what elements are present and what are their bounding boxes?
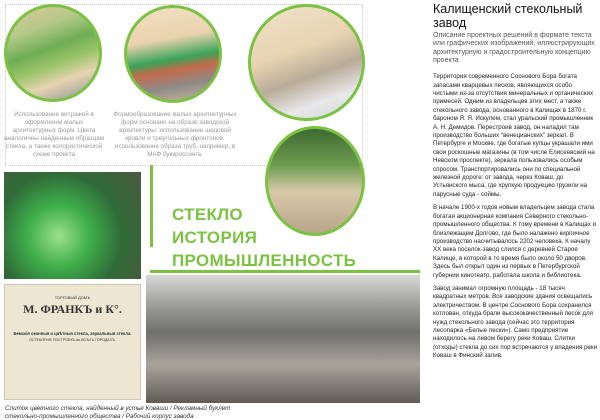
bottom-caption: Слиток цветного стекла, найденный в устье Коваши / Рекламный буклет стекольно-промышленного общества / Рабочий корпус завода xyxy=(5,405,231,420)
slogan-line: ПРОМЫШЛЕННОСТЬ xyxy=(172,251,357,270)
description-column xyxy=(433,2,598,361)
caption-stained-glass: Использование витражей в оформлении малых архитектурных форм. Цвета аналогичны найденным образцам стекла, а также колористической схеме проекта xyxy=(3,111,105,158)
photo-glass-ingot xyxy=(4,172,141,279)
booklet xyxy=(4,284,141,400)
slogan-line: ИСТОРИЯ xyxy=(172,228,258,247)
paragraph: Территория современного Соснового Бора богата запасами кварцевых песков, являющихся особо чистыми из-за отсутствия минеральных и органических примесей. Одним из владельцев этих мест, а также стекольного завода, основанного в Калищах в 1870 г. бароном Я. Я. Искулем, стал уральский промышленник А. Н. Демидов. Перестроив завод, он наладил там производство больших "венецианских" зеркал. В Петербурге и Москве, где богатые купцы украшали ими свои роскошные магазины (в том числе Елисеевский на Невском проспекте), зеркала пользовались особым спросом. Транспортировались они по специальной железной дороге: от завода, через Коваш, до Устьянского мыса, где хрупкую продукцию грузили на парусные суда - соймы. xyxy=(433,73,595,198)
page-subtitle: Описание проектных решений в формате текста или графических изображений, иллюстрирующих архитектурную и градостроительную концепцию проекта xyxy=(433,32,595,64)
slogan-underline xyxy=(150,270,420,273)
render-walkway xyxy=(248,4,365,121)
render-stained-glass xyxy=(4,4,102,102)
page-title: Калищенский стекольный завод xyxy=(433,2,583,30)
booklet-name: М. ФРАНКЪ и К°. xyxy=(23,302,122,316)
booklet-line: Бемскія оконныя и цвѣтныя стекла, зеркальныя стекла. xyxy=(13,331,132,336)
render-canopy xyxy=(124,5,222,103)
paragraph: В начале 1900-х годов новым владельцем завода стала богатая акционерная компания Северного стекольно-промышленного общества. К тому времени в Калищах и близлежащем Долгово, где было налажено кирпичное производство насчитывалось 2202 человека. К началу XX века поселок-завод слился с деревней Старое Калище, в которой в то время было около 50 дворов. Здесь был открыт один из первых в Петербургской губернии кинотеатр, работала школа и библиотека. xyxy=(433,204,597,279)
caption-forms: Формообразование малых архитектурных форм основано на образе заводской архитектуры: использование шедовой кровли и треугольных фронтонов, использование образа труб, например, в МАФ буккроссинга. xyxy=(113,111,237,158)
paragraph: Завод занимал огромную площадь - 18 тысяч квадратных метров. Все заводские здания освещались электричеством. В центре Соснового Бора сохранился котлован, откуда брали высококачественный песок для нужд стекольного завода (сейчас это территория лесопарка «Белые пески»). Само предприятие находилось на левом берегу реки Коваш. Слитки (отходы) стекла до сих пор встречаются у впадения реки Коваш в Финский залив. xyxy=(433,284,598,360)
slogan-line: СТЕКЛО xyxy=(172,205,243,224)
booklet-top: ТОРГОВЫЙ ДОМЪ xyxy=(54,295,91,300)
booklet-line2: ОСТЕКЛЕНІЕ ПОСТРОЕКЪ во ВСѢХЪ ГОРОДАХЪ. xyxy=(29,338,116,342)
slogan xyxy=(172,203,356,272)
photo-factory-building xyxy=(146,275,420,403)
